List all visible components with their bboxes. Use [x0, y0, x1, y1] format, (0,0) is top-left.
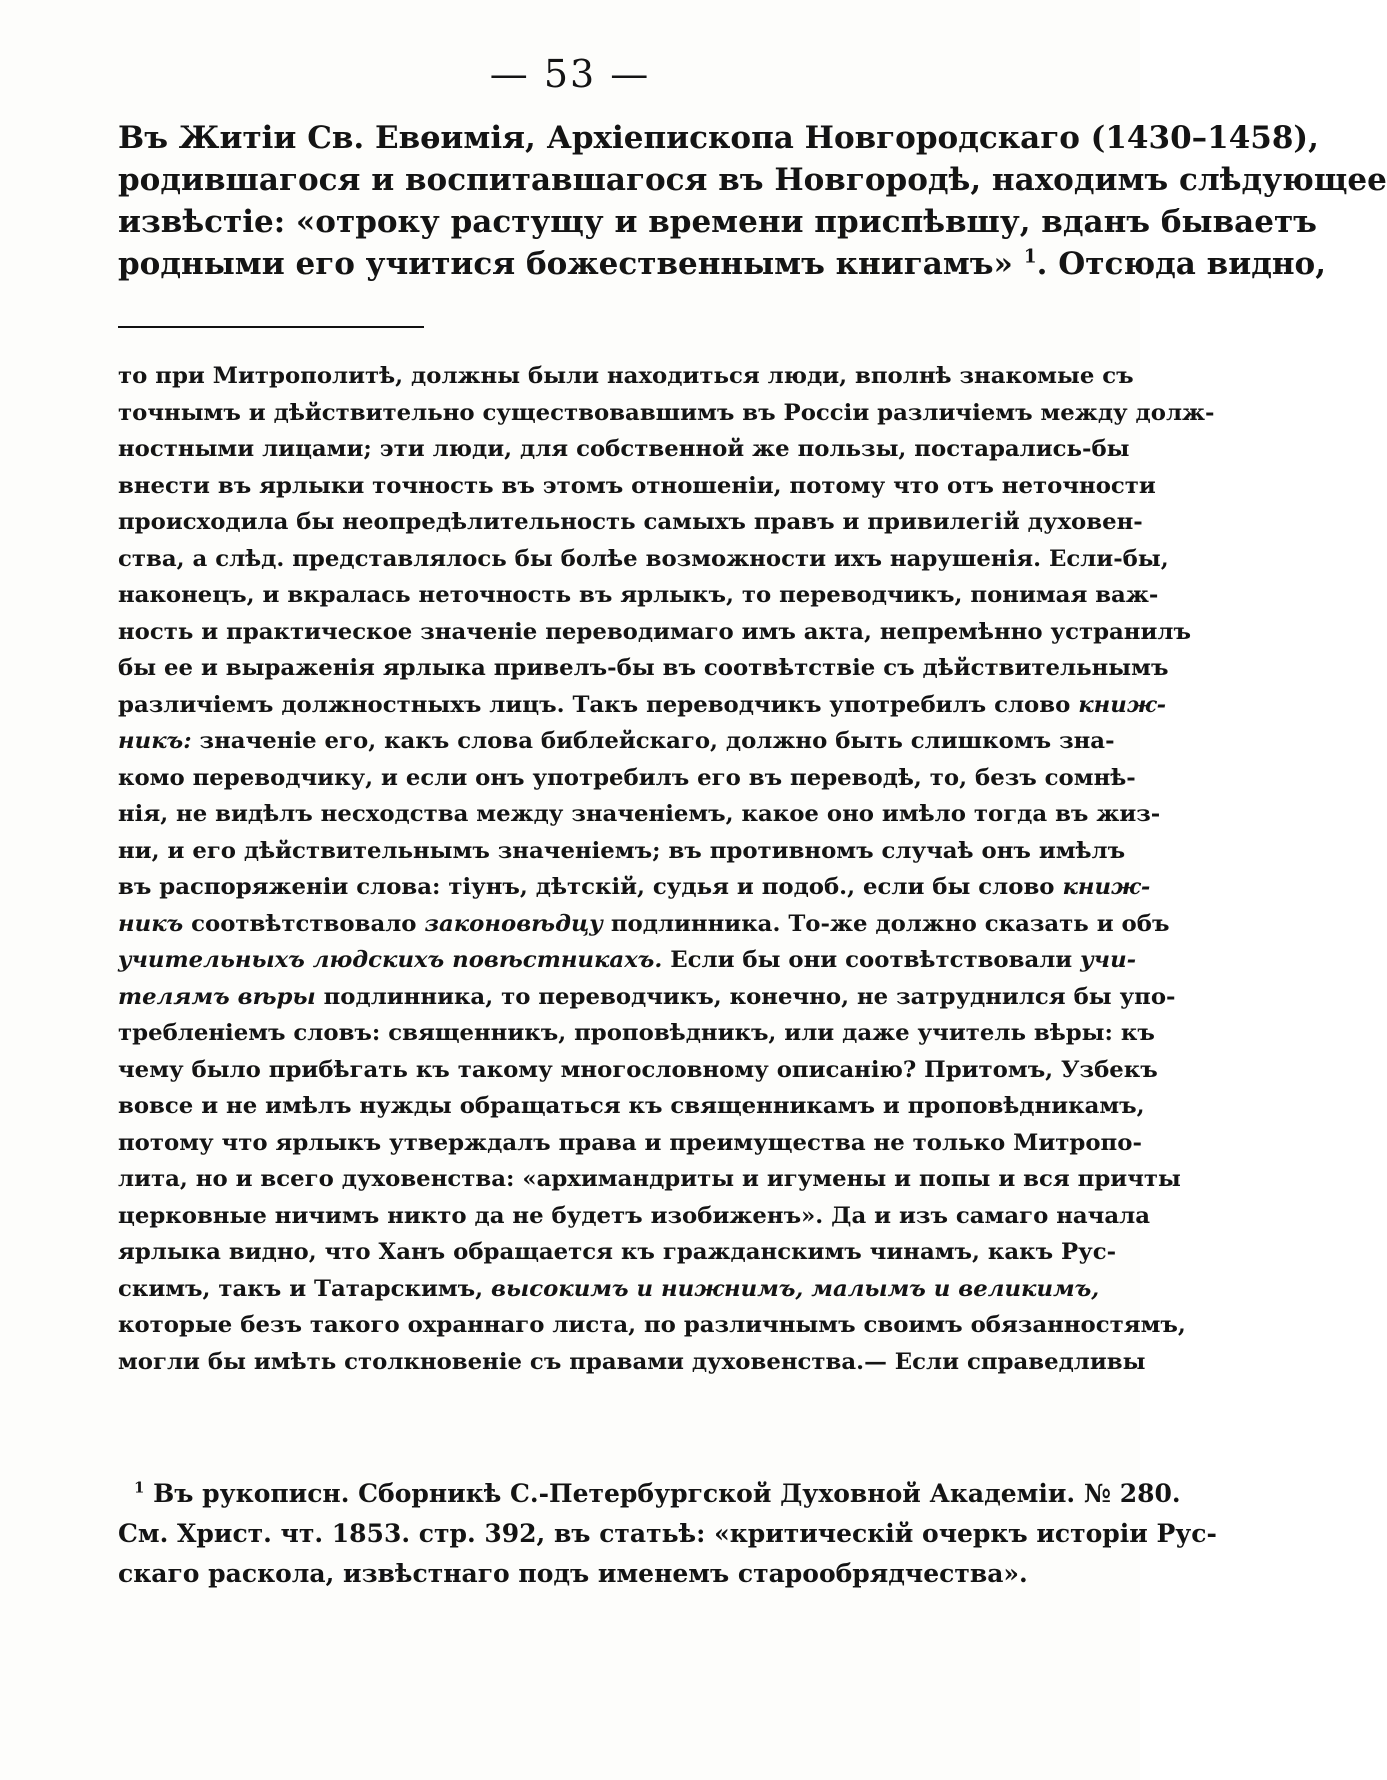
text-line: ность и практическое значеніе переводимаго имъ акта, непремѣнно устранилъ — [118, 618, 1191, 645]
text-line: извѣстіе: «отроку растущу и времени приспѣвшу, вданъ бываетъ — [118, 204, 1317, 240]
text-line: потому что ярлыкъ утверждалъ права и преимущества не только Митропо- — [118, 1129, 1142, 1156]
text-fragment: подлинника. То-же должно сказать и объ — [602, 910, 1170, 937]
text-fragment: значеніе его, какъ слова библейскаго, должно быть слишкомъ зна- — [191, 728, 1115, 754]
body-paragraph — [118, 358, 1215, 1380]
text-fragment: скимъ, такъ и Татарскимъ, — [118, 1275, 492, 1302]
text-line: происходила бы неопредѣлительность самыхъ правъ и привилегій духовен- — [118, 509, 1143, 535]
footnote-marker: 1 — [134, 1478, 145, 1497]
text-line: точнымъ и дѣйствительно существовавшимъ въ Россіи различіемъ между долж- — [118, 399, 1215, 426]
footnote-line: скаго раскола, извѣстнаго подъ именемъ старообрядчества». — [118, 1559, 1028, 1588]
text-line: требленіемъ словъ: священникъ, проповѣдникъ, или даже учитель вѣры: къ — [118, 1020, 1155, 1046]
text-line: чему было прибѣгать къ такому многословному описанію? Притомъ, Узбекъ — [118, 1056, 1158, 1083]
text-fragment: родными его учитися божественнымъ книгамъ» — [118, 246, 1013, 282]
footnote — [118, 1474, 1217, 1594]
footnote-line: См. Христ. чт. 1853. стр. 392, въ статьѣ: «критическій очеркъ исторіи Рус- — [118, 1519, 1217, 1548]
footnote-line — [118, 1474, 1181, 1514]
text-line: Въ Житіи Св. Евѳимія, Архіепископа Новгородскаго (1430–1458), — [118, 120, 1319, 156]
text-line: то при Митрополитѣ, должны были находиться люди, вполнѣ знакомые съ — [118, 363, 1134, 389]
italic-term: высокимъ и нижнимъ, малымъ и великимъ, — [491, 1275, 1100, 1302]
text-line — [118, 869, 1151, 906]
italic-term: законовѣдцу — [424, 910, 603, 937]
text-line: лита, но и всего духовенства: «архимандриты и игумены и попы и вся причты — [118, 1166, 1181, 1192]
italic-term: учительныхъ людскихъ повѣстникахъ. — [118, 947, 663, 973]
text-line: которые безъ такого охраннаго листа, по различнымъ своимъ обязанностямъ, — [118, 1312, 1186, 1338]
text-line: церковные ничимъ никто да не будетъ изобиженъ». Да и изъ самаго начала — [118, 1202, 1150, 1229]
text-fragment: . Отсюда видно, — [1036, 246, 1327, 282]
text-fragment: различіемъ должностныхъ лицъ. Такъ переводчикъ употребилъ слово — [118, 691, 1079, 718]
text-line — [118, 723, 1115, 760]
text-line — [118, 942, 1137, 979]
text-line — [118, 1271, 1100, 1308]
text-line: нія, не видѣлъ несходства между значеніемъ, какое оно имѣло тогда въ жиз- — [118, 801, 1161, 827]
italic-term: никъ — [118, 910, 184, 937]
text-line: наконецъ, и вкралась неточность въ ярлыкъ, то переводчикъ, понимая важ- — [118, 582, 1159, 608]
separator-rule — [118, 326, 424, 328]
text-line: внести въ ярлыки точность въ этомъ отношеніи, потому что отъ неточности — [118, 472, 1156, 499]
text-fragment: соотвѣтствовало — [183, 910, 425, 937]
text-line: бы ее и выраженія ярлыка привелъ-бы въ соотвѣтствіе съ дѣйствительнымъ — [118, 655, 1169, 681]
footnote-reference: 1 — [1023, 246, 1037, 268]
text-line: могли бы имѣть столкновеніе съ правами духовенства.— Если справедливы — [118, 1348, 1146, 1375]
text-fragment: въ распоряженіи слова: тіунъ, дѣтскій, судья и подоб., если бы слово — [118, 874, 1063, 900]
text-line: вовсе и не имѣлъ нужды обращаться къ священникамъ и проповѣдникамъ, — [118, 1093, 1145, 1119]
text-line: комо переводчику, и если онъ употребилъ его въ переводѣ, то, безъ сомнѣ- — [118, 764, 1136, 791]
text-line — [118, 243, 1327, 285]
text-line — [118, 906, 1170, 943]
text-fragment: Въ рукописн. Сборникѣ С.-Петербургской Духовной Академіи. № 280. — [144, 1479, 1181, 1508]
text-line — [118, 687, 1167, 724]
italic-term: книж- — [1062, 874, 1151, 900]
text-fragment: Если бы они соотвѣтствовали — [662, 947, 1081, 973]
text-fragment: подлинника, то переводчикъ, конечно, не затруднился бы упо- — [315, 983, 1176, 1010]
top-paragraph — [118, 117, 1387, 285]
text-line: ярлыка видно, что Ханъ обращается къ гражданскимъ чинамъ, какъ Рус- — [118, 1239, 1117, 1265]
text-line — [118, 979, 1176, 1016]
italic-term: книж- — [1078, 691, 1167, 718]
italic-term: никъ: — [118, 728, 192, 754]
text-line: родившагося и воспитавшагося въ Новгородѣ, находимъ слѣдующее — [118, 162, 1387, 198]
text-line: ни, и его дѣйствительнымъ значеніемъ; въ противномъ случаѣ онъ имѣлъ — [118, 837, 1126, 864]
italic-term: телямъ вѣры — [118, 983, 316, 1010]
text-line: ства, а слѣд. представлялось бы болѣе возможности ихъ нарушенія. Если-бы, — [118, 545, 1169, 572]
text-line: ностными лицами; эти люди, для собственной же пользы, постарались-бы — [118, 436, 1130, 462]
italic-term: учи- — [1080, 947, 1137, 973]
page-number: — 53 — — [489, 52, 651, 96]
